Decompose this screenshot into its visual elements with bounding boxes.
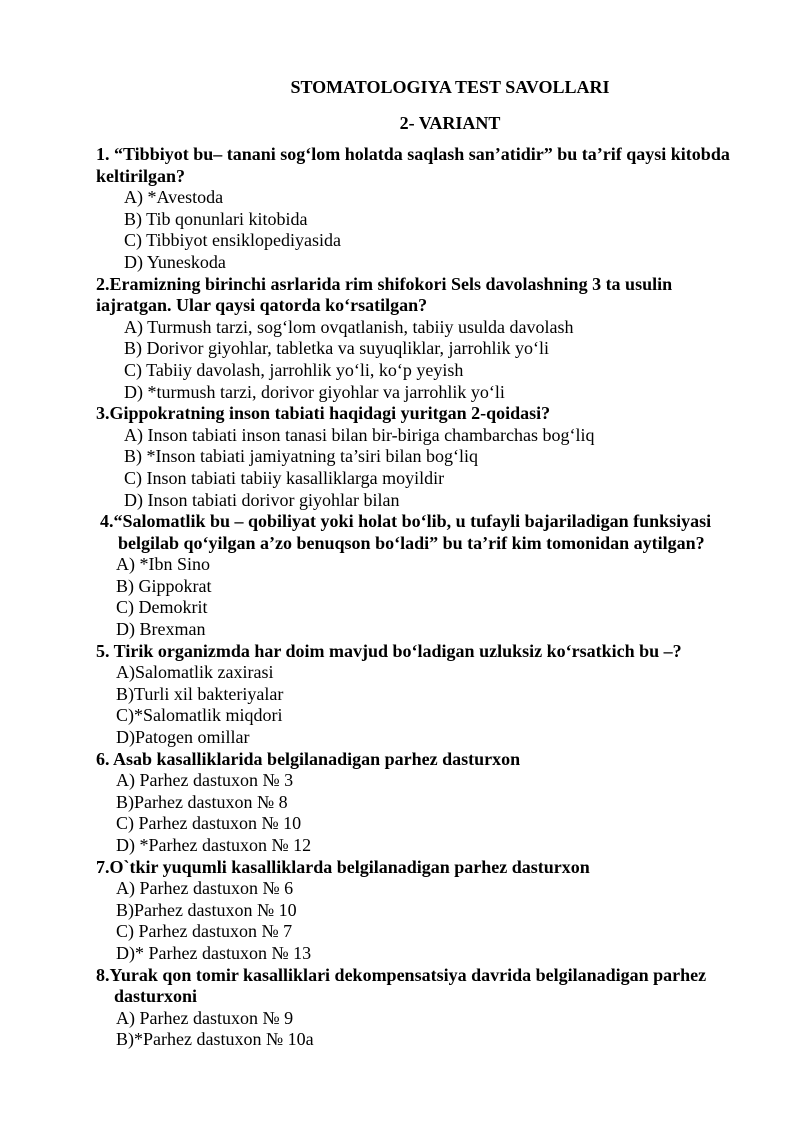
answer-option: B)Parhez dastuxon № 8: [116, 791, 288, 812]
answer-options: [96, 878, 740, 964]
answer-option: B) Dorivor giyohlar, tabletka va suyuqliklar, jarrohlik yo‘li: [124, 338, 549, 359]
answer-option: D) *Parhez dastuxon № 12: [116, 835, 312, 855]
answer-option: D) Inson tabiati dorivor giyohlar bilan: [124, 489, 400, 510]
question-text: 1. “Tibbiyot bu– tanani sog‘lom holatda saqlash san’atidir” bu ta’rif qaysi kitobda keltirilgan?: [96, 144, 730, 186]
answer-option: B) Tib qonunlari kitobida: [124, 208, 308, 229]
answer-options: [96, 317, 740, 403]
answer-option: B)Parhez dastuxon № 10: [116, 899, 297, 920]
answer-option: C) Parhez dastuxon № 7: [116, 921, 293, 942]
answer-option: A) Parhez dastuxon № 3: [116, 770, 294, 791]
answer-option: A) Turmush tarzi, sog‘lom ovqatlanish, tabiiy usulda davolash: [124, 316, 574, 337]
answer-options: [96, 1008, 740, 1051]
answer-option: A) *Avestoda: [124, 187, 224, 208]
answer-option: C) Tabiiy davolash, jarrohlik yo‘li, ko‘p yeyish: [124, 359, 464, 380]
answer-options: [96, 187, 740, 273]
answer-options: [96, 554, 740, 640]
question-4: [96, 511, 740, 641]
question-text: 5. Tirik organizmda har doim mavjud bo‘ladigan uzluksiz ko‘rsatkich bu –?: [96, 640, 682, 661]
question-8: [96, 965, 740, 1051]
answer-options: [96, 425, 740, 511]
question-6: [96, 749, 740, 857]
answer-option: A) *Ibn Sino: [116, 554, 210, 575]
answer-option: D) *turmush tarzi, dorivor giyohlar va jarrohlik yo‘li: [124, 381, 505, 402]
answer-option: C) Demokrit: [116, 597, 208, 618]
answer-option: C) Inson tabiati tabiiy kasalliklarga moyildir: [124, 467, 445, 488]
answer-option: A) Inson tabiati inson tanasi bilan bir-biriga chambarchas bog‘liq: [124, 424, 595, 445]
answer-option: B)Turli xil bakteriyalar: [116, 683, 284, 704]
answer-options: [96, 770, 740, 856]
answer-option: C)*Salomatlik miqdori: [116, 705, 283, 726]
answer-option: D)* Parhez dastuxon № 13: [116, 942, 312, 963]
answer-option: D) Yuneskoda: [124, 251, 226, 272]
question-text: 3.Gippokratning inson tabiati haqidagi yuritgan 2-qoidasi?: [96, 403, 551, 424]
answer-option: D)Patogen omillar: [116, 727, 250, 748]
answer-option: B) Gippokrat: [116, 575, 212, 596]
answer-option: A)Salomatlik zaxirasi: [116, 662, 274, 683]
question-1: [96, 144, 740, 274]
question-5: [96, 641, 740, 749]
question-7: [96, 857, 740, 965]
question-text: 6. Asab kasalliklarida belgilanadigan parhez dasturxon: [96, 748, 521, 769]
question-2: [96, 274, 740, 404]
answer-option: A) Parhez dastuxon № 9: [116, 1007, 294, 1028]
question-3: [96, 403, 740, 511]
answer-option: B)*Parhez dastuxon № 10a: [116, 1029, 314, 1050]
question-text: 2.Eramizning birinchi asrlarida rim shifokori Sels davolashning 3 ta usulin iajratgan. Ular qaysi qatorda ko‘rsatilgan?: [96, 273, 673, 316]
answer-options: [96, 662, 740, 748]
answer-option: C) Parhez dastuxon № 10: [116, 813, 302, 834]
question-text: 7.O`tkir yuqumli kasalliklarda belgilanadigan parhez dasturxon: [96, 856, 590, 877]
variant-heading: 2- VARIANT: [399, 113, 501, 133]
question-text: 8.Yurak qon tomir kasalliklari dekompensatsiya davrida belgilanadigan parhez dasturxoni: [96, 964, 707, 1007]
answer-option: B) *Inson tabiati jamiyatning ta’siri bilan bog‘liq: [124, 446, 478, 467]
question-text: 4.“Salomatlik bu – qobiliyat yoki holat bo‘lib, u tufayli bajariladigan funksiyasi belgilab qo‘yilgan a’zo benuqson bo‘ladi” bu ta’rif kim tomonidan aytilgan?: [100, 511, 712, 553]
answer-option: C) Tibbiyot ensiklopediyasida: [124, 230, 342, 251]
document-title: STOMATOLOGIYA TEST SAVOLLARI: [290, 77, 610, 97]
answer-option: A) Parhez dastuxon № 6: [116, 878, 294, 899]
answer-option: D) Brexman: [116, 619, 206, 640]
